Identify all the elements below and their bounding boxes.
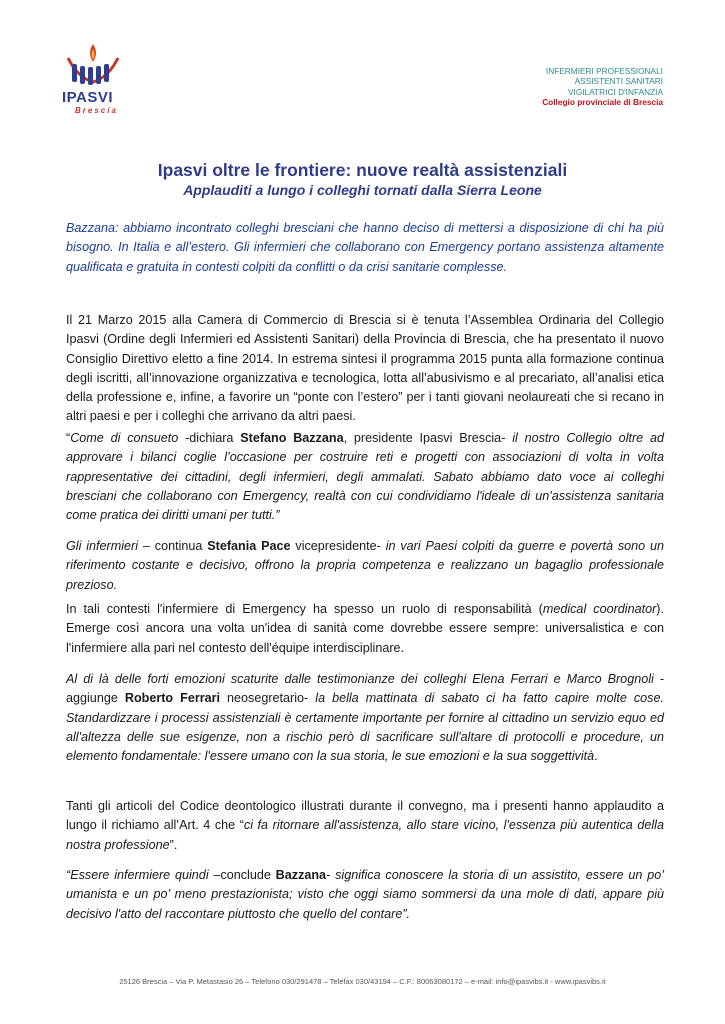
text: -dichiara [178,431,241,445]
text: Gli infermieri [66,539,139,553]
collegio-label: Collegio provinciale di Brescia [542,96,663,107]
logo-text: IPASVI [62,89,114,106]
text: ci fa ritornare all'assistenza, allo stare vicino, l'essenza più autentica della nostra professione [66,818,664,852]
text: aggiunge [66,691,125,706]
paragraph-2 [66,600,664,658]
org-line: VIGILATRICI D'INFANZIA [567,86,663,97]
text: - [326,868,336,882]
paragraph-3 [66,797,664,855]
org-block [542,66,663,107]
paragraph-1: Il 21 Marzo 2015 alla Camera di Commercio di Brescia si è tenuta l’Assemblea Ordinaria del Collegio Ipasvi (Ordine degli Infermieri ed Assistenti Sanitari) della Provincia di Brescia, che ha presentato il nuovo Consiglio Direttivo eletto a fine 2014. In estrema sintesi il programma 2015 punta alla formazione continua degli iscritti, all’innovazione organizzativa e tecnologica, lotta all’abusivismo e al precariato, all’analisi etica della professione e, infine, a favorire un “ponte con l’estero” per i tanti giovani neolaureati che si recano in altri paesi e per i colleghi che arrivano da altri paesi. [66,313,664,424]
quote-pace [66,537,664,595]
org-line: INFERMIERI PROFESSIONALI [545,66,663,76]
text: conclude [220,868,276,882]
footer-contacts: 25126 Brescia – Via P. Metastasio 26 – Telefono 030/291478 – Telefax 030/43194 – C.F.: 80063080172 – e-mail: info@ipasvibs.it - www.ipasvibs.it [119,977,606,986]
text: Come di consueto [70,431,179,445]
speaker-name: Stefano Bazzana [240,431,344,445]
text: “ [66,431,71,445]
text: “Essere infermiere quindi – [66,868,221,882]
ipasvi-logo-icon [58,40,128,130]
quote-bazzana [66,429,664,525]
quote-ferrari [66,670,664,766]
text: , presidente Ipasvi Brescia- [343,431,513,445]
text: medical coordinator [542,602,657,616]
text: il nostro Collegio oltre ad approvare i bilanci coglie l’occasione per costruire reti e progetti con associazioni di volta in volta rappresentative dei cittadini, degli infermieri, degli ammalati. Sabato abbiamo dato voce ai colleghi bresciani che collaborano con Emergency, realtà con cui condividiamo l'ideale di un'assistenza sanitaria come pratica dei diritti umani per tutti.” [66,431,664,523]
text: neosegretario- [220,691,316,706]
text: . [594,749,598,764]
text: Tanti gli articoli del Codice deontologico illustrati durante il convegno, ma i presenti hanno applaudito a lungo il richiamo all’Art. 4 che “ [66,799,664,833]
logo-city: Brescia [75,106,118,115]
text: la bella mattinata di sabato ci ha fatto capire molte cose. Standardizzare i processi assistenziali è certamente importante per fornire al cittadino un servizio equo ed all'altezza delle sue esigenze, non a rischio però di sacrificare sull'altare di protocolli e procedure, un elemento fondamentale: l'essere umano con la sua storia, le sue emozioni e la sua soggettività [66,691,664,764]
text: significa conoscere la storia di un assistito, essere un po’ umanista e un po’ meno prestazionista; visto che oggi siamo sommersi da una mole di dati, appare più decisivo l'atto del raccontare piuttosto che quello del contare”. [66,868,665,921]
text: ”. [169,837,178,852]
intro-paragraph: Bazzana: abbiamo incontrato colleghi bresciani che hanno deciso di mettersi a disposizione di chi ha più bisogno. In Italia e all’estero. Gli infermieri che collaborano con Emergency portano assistenza altamente qualificata e gratuita in contesti colpiti da conflitti o da crisi sanitarie complesse. [66,221,664,274]
org-line: ASSISTENTI SANITARI [574,76,663,87]
text: vicepresidente- [290,539,386,553]
text: in vari Paesi colpiti da guerre e povertà sono un riferimento costante e decisivo, offrono la propria competenza e realizzano un bagaglio professionale prezioso. [66,539,664,592]
text: Al di là delle forti emozioni scaturite dalle testimonianze dei colleghi Elena Ferrari e Marco Brognoli - [66,672,664,686]
text: – continua [138,539,208,553]
speaker-name: Bazzana [275,868,327,882]
quote-conclusion [66,866,664,924]
page-subtitle: Applauditi a lungo i colleghi tornati dalla Sierra Leone [183,182,542,198]
text: In tali contesti l'infermiere di Emergency ha spesso un ruolo di responsabilità ( [66,602,543,616]
speaker-name: Roberto Ferrari [124,691,221,706]
speaker-name: Stefania Pace [207,539,291,553]
text: ). Emerge così ancora una volta un'idea di sanità come dovrebbe essere sempre: universalistica e con l'infermiere alla pari nel contesto dell'équipe interdisciplinare. [66,602,664,655]
page-title: Ipasvi oltre le frontiere: nuove realtà assistenziali [157,160,568,180]
